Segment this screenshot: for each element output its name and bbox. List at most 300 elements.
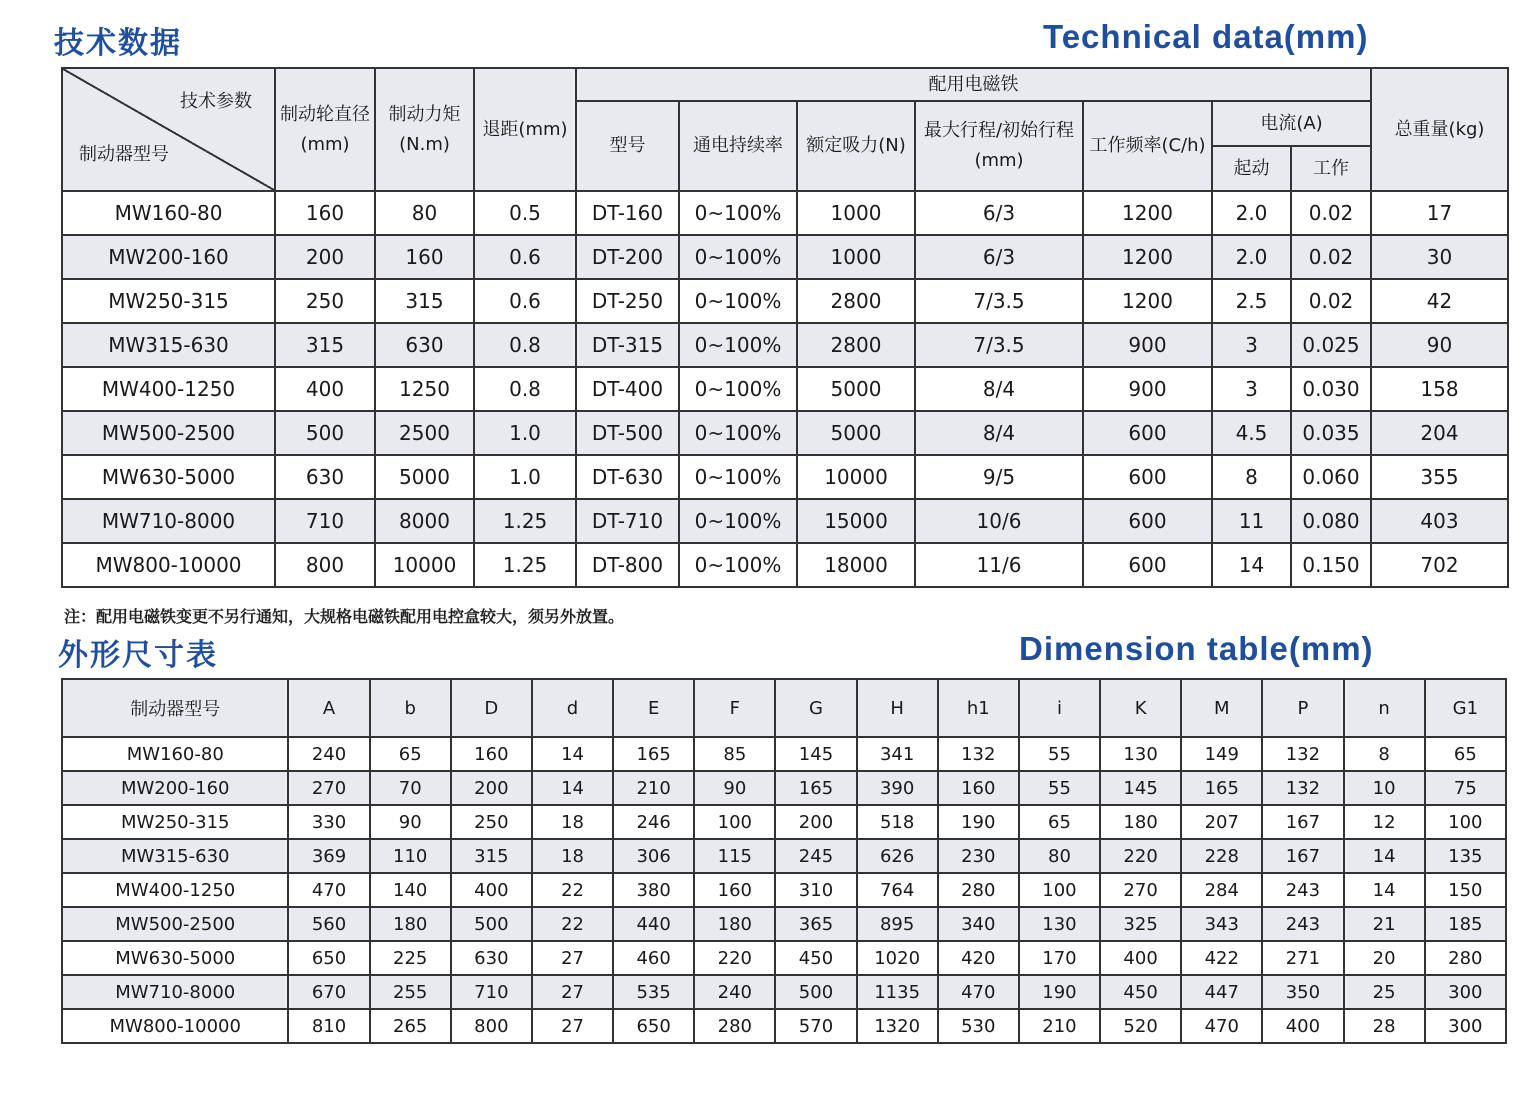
table-cell: 0.02 [1291,191,1371,235]
table-cell: 243 [1262,873,1343,907]
table-cell: 0.5 [474,191,576,235]
table-cell: 4.5 [1212,411,1291,455]
tech-title-en: Technical data(mm) [1043,18,1369,55]
table-cell: 350 [1262,975,1343,1009]
table-cell: 710 [451,975,532,1009]
table-row [62,455,1508,499]
table-row [62,367,1508,411]
table-cell: 225 [370,941,451,975]
table-cell: 900 [1083,367,1212,411]
table-cell: 180 [370,907,451,941]
table-cell: 315 [375,279,474,323]
table-cell: 325 [1100,907,1181,941]
dim-title-cn: 外形尺寸表 [58,638,218,673]
table-cell: 284 [1181,873,1262,907]
table-cell: 500 [775,975,856,1009]
table-cell: 400 [1100,941,1181,975]
table-cell: 115 [694,839,775,873]
table-cell: 10000 [375,543,474,587]
table-cell: 42 [1371,279,1508,323]
header-current-work: 工作 [1291,146,1371,191]
table-cell: 420 [938,941,1019,975]
table-cell: 14 [532,737,613,771]
header-magnet-group: 配用电磁铁 [576,68,1371,101]
table-row [62,543,1508,587]
table-row [62,941,1506,975]
table-cell: 530 [938,1009,1019,1043]
table-cell: 207 [1181,805,1262,839]
table-cell: 2800 [797,323,915,367]
table-cell: 11 [1212,499,1291,543]
table-cell: 160 [938,771,1019,805]
table-cell: 246 [613,805,694,839]
table-cell: 220 [694,941,775,975]
table-cell: 422 [1181,941,1262,975]
table-cell: MW400-1250 [62,367,275,411]
table-cell: 7/3.5 [915,323,1083,367]
column-header: F [694,679,775,737]
table-cell: MW630-5000 [62,455,275,499]
table-cell: MW500-2500 [62,411,275,455]
table-cell: MW160-80 [62,191,275,235]
table-cell: 245 [775,839,856,873]
table-cell: 165 [1181,771,1262,805]
table-cell: 400 [1262,1009,1343,1043]
table-cell: 150 [1425,873,1506,907]
table-cell: MW160-80 [62,737,288,771]
column-header: n [1344,679,1425,737]
tech-title-cn: 技术数据 [54,26,182,61]
table-cell: 315 [451,839,532,873]
table-cell: 11/6 [915,543,1083,587]
table-cell: 0~100% [679,235,797,279]
table-cell: 228 [1181,839,1262,873]
table-cell: 22 [532,873,613,907]
table-cell: 365 [775,907,856,941]
table-cell: 65 [1425,737,1506,771]
table-cell: 600 [1083,411,1212,455]
table-cell: 75 [1425,771,1506,805]
diagonal-header-cell [62,68,275,191]
table-cell: MW250-315 [62,805,288,839]
table-cell: 0.030 [1291,367,1371,411]
table-cell: 390 [857,771,938,805]
table-cell: 6/3 [915,235,1083,279]
table-cell: 190 [1019,975,1100,1009]
table-cell: DT-200 [576,235,679,279]
table-cell: 800 [275,543,375,587]
table-cell: MW800-10000 [62,1009,288,1043]
table-cell: 160 [694,873,775,907]
table-cell: 355 [1371,455,1508,499]
table-cell: 600 [1083,499,1212,543]
table-cell: DT-630 [576,455,679,499]
table-row [62,499,1508,543]
table-row [62,323,1508,367]
table-cell: 180 [694,907,775,941]
table-cell: 300 [1425,975,1506,1009]
column-header: G [775,679,856,737]
header-wheel-diameter: 制动轮直径(mm) [275,68,375,191]
table-cell: 25 [1344,975,1425,1009]
table-cell: 210 [613,771,694,805]
table-cell: 403 [1371,499,1508,543]
table-cell: 55 [1019,737,1100,771]
table-cell: 800 [451,1009,532,1043]
table-cell: 369 [288,839,369,873]
table-cell: 200 [451,771,532,805]
table-cell: MW630-5000 [62,941,288,975]
table-cell: 90 [1371,323,1508,367]
table-cell: 250 [275,279,375,323]
table-cell: MW710-8000 [62,975,288,1009]
table-cell: 341 [857,737,938,771]
table-cell: 12 [1344,805,1425,839]
table-row [62,1009,1506,1043]
table-cell: 343 [1181,907,1262,941]
table-cell: 149 [1181,737,1262,771]
column-header: 制动器型号 [62,679,288,737]
table-cell: 210 [1019,1009,1100,1043]
table-cell: 28 [1344,1009,1425,1043]
table-cell: 570 [775,1009,856,1043]
table-cell: 65 [370,737,451,771]
table-cell: 0~100% [679,323,797,367]
table-cell: 8/4 [915,411,1083,455]
table-cell: 90 [370,805,451,839]
table-cell: 450 [1100,975,1181,1009]
table-cell: 21 [1344,907,1425,941]
header-current-start: 起动 [1212,146,1291,191]
table-cell: 600 [1083,455,1212,499]
table-cell: MW800-10000 [62,543,275,587]
table-cell: 0.8 [474,323,576,367]
table-cell: 895 [857,907,938,941]
table-cell: 135 [1425,839,1506,873]
table-cell: 518 [857,805,938,839]
table-cell: 8 [1212,455,1291,499]
table-cell: 380 [613,873,694,907]
table-cell: 450 [775,941,856,975]
table-cell: 132 [938,737,1019,771]
table-cell: 440 [613,907,694,941]
table-cell: 250 [451,805,532,839]
table-cell: 200 [775,805,856,839]
table-cell: 5000 [797,411,915,455]
table-cell: 500 [451,907,532,941]
table-cell: 165 [775,771,856,805]
table-cell: 0.8 [474,367,576,411]
table-cell: 165 [613,737,694,771]
table-cell: 2.0 [1212,191,1291,235]
table-cell: 167 [1262,839,1343,873]
table-cell: 80 [1019,839,1100,873]
table-cell: 447 [1181,975,1262,1009]
column-header: h1 [938,679,1019,737]
table-cell: 10/6 [915,499,1083,543]
table-cell: 650 [613,1009,694,1043]
table-cell: 1250 [375,367,474,411]
table-cell: 0~100% [679,191,797,235]
table-cell: 14 [532,771,613,805]
table-row [62,907,1506,941]
table-row [62,975,1506,1009]
table-cell: DT-250 [576,279,679,323]
table-cell: 1200 [1083,279,1212,323]
table-cell: 1320 [857,1009,938,1043]
table-cell: 158 [1371,367,1508,411]
table-cell: 130 [1100,737,1181,771]
table-cell: MW400-1250 [62,873,288,907]
table-cell: 145 [1100,771,1181,805]
table-cell: 2.5 [1212,279,1291,323]
table-cell: 1.25 [474,499,576,543]
table-cell: MW710-8000 [62,499,275,543]
table-row [62,235,1508,279]
table-cell: 650 [288,941,369,975]
table-cell: 400 [275,367,375,411]
table-cell: 630 [375,323,474,367]
table-cell: DT-500 [576,411,679,455]
table-cell: 9/5 [915,455,1083,499]
footnote: 注：配用电磁铁变更不另行通知，大规格电磁铁配用电控盒较大，须另外放置。 [64,607,625,626]
table-cell: 340 [938,907,1019,941]
column-header: M [1181,679,1262,737]
table-cell: 140 [370,873,451,907]
table-cell: 10000 [797,455,915,499]
table-cell: 630 [451,941,532,975]
table-cell: 132 [1262,737,1343,771]
table-cell: 27 [532,1009,613,1043]
table-cell: 280 [1425,941,1506,975]
table-cell: 160 [275,191,375,235]
table-cell: 0.02 [1291,235,1371,279]
table-cell: MW315-630 [62,839,288,873]
table-cell: 65 [1019,805,1100,839]
column-header: d [532,679,613,737]
dim-title-en: Dimension table(mm) [1019,630,1374,667]
table-cell: 1000 [797,235,915,279]
column-header: H [857,679,938,737]
table-cell: 1020 [857,941,938,975]
table-cell: 130 [1019,907,1100,941]
table-cell: 70 [370,771,451,805]
table-cell: MW200-160 [62,235,275,279]
table-cell: 300 [1425,1009,1506,1043]
table-cell: 220 [1100,839,1181,873]
header-rated-force: 额定吸力(N) [797,101,915,191]
table-cell: 230 [938,839,1019,873]
table-row [62,411,1508,455]
column-header: b [370,679,451,737]
table-cell: 80 [375,191,474,235]
table-cell: 167 [1262,805,1343,839]
table-cell: 270 [1100,873,1181,907]
table-cell: 17 [1371,191,1508,235]
table-cell: 1135 [857,975,938,1009]
table-cell: 400 [451,873,532,907]
table-cell: 145 [775,737,856,771]
table-cell: 630 [275,455,375,499]
table-cell: 600 [1083,543,1212,587]
table-cell: DT-400 [576,367,679,411]
table-cell: 55 [1019,771,1100,805]
table-cell: DT-160 [576,191,679,235]
table-cell: 670 [288,975,369,1009]
technical-data-table [61,67,1509,588]
table-cell: 2800 [797,279,915,323]
table-cell: 306 [613,839,694,873]
table-row [62,737,1506,771]
table-cell: 85 [694,737,775,771]
table-cell: 132 [1262,771,1343,805]
header-retreat: 退距(mm) [474,68,576,191]
table-cell: 204 [1371,411,1508,455]
table-cell: 5000 [797,367,915,411]
diag-header-top: 技术参数 [180,91,252,112]
table-cell: 460 [613,941,694,975]
table-cell: 0~100% [679,543,797,587]
table-cell: 7/3.5 [915,279,1083,323]
table-cell: 520 [1100,1009,1181,1043]
table-cell: 0.060 [1291,455,1371,499]
table-cell: 710 [275,499,375,543]
column-header: i [1019,679,1100,737]
header-frequency: 工作频率(C/h) [1083,101,1212,191]
table-cell: 270 [288,771,369,805]
header-total-weight: 总重量(kg) [1371,68,1508,191]
table-row [62,279,1508,323]
table-cell: 1.0 [474,411,576,455]
table-cell: 702 [1371,543,1508,587]
table-cell: 265 [370,1009,451,1043]
table-cell: DT-710 [576,499,679,543]
table-cell: 30 [1371,235,1508,279]
table-cell: 14 [1344,873,1425,907]
column-header: A [288,679,369,737]
table-cell: 160 [375,235,474,279]
header-current-group: 电流(A) [1212,101,1371,146]
table-cell: 170 [1019,941,1100,975]
table-cell: 100 [1425,805,1506,839]
table-cell: 310 [775,873,856,907]
diag-header-bottom: 制动器型号 [79,144,169,165]
table-cell: 0~100% [679,367,797,411]
header-duty-cycle: 通电持续率 [679,101,797,191]
table-cell: 5000 [375,455,474,499]
table-cell: 470 [938,975,1019,1009]
table-cell: 280 [938,873,1019,907]
table-cell: 271 [1262,941,1343,975]
table-cell: 200 [275,235,375,279]
table-cell: 0.080 [1291,499,1371,543]
table-cell: 1.0 [474,455,576,499]
table-cell: 1200 [1083,191,1212,235]
table-cell: 180 [1100,805,1181,839]
table-cell: 20 [1344,941,1425,975]
table-cell: 27 [532,975,613,1009]
column-header: D [451,679,532,737]
table-cell: 764 [857,873,938,907]
table-cell: 0.02 [1291,279,1371,323]
table-cell: 8000 [375,499,474,543]
table-cell: 0.150 [1291,543,1371,587]
table-cell: 190 [938,805,1019,839]
table-cell: MW500-2500 [62,907,288,941]
table-cell: 626 [857,839,938,873]
table-cell: 470 [1181,1009,1262,1043]
table-cell: 0.6 [474,279,576,323]
table-cell: DT-315 [576,323,679,367]
table-cell: 0~100% [679,411,797,455]
table-cell: 10 [1344,771,1425,805]
table-cell: 110 [370,839,451,873]
table-cell: 0~100% [679,499,797,543]
table-cell: 1.25 [474,543,576,587]
table-cell: 0~100% [679,455,797,499]
table-row [62,805,1506,839]
table-cell: MW200-160 [62,771,288,805]
header-stroke: 最大行程/初始行程(mm) [915,101,1083,191]
table-row [62,771,1506,805]
table-cell: 255 [370,975,451,1009]
dimension-table [61,678,1507,1044]
column-header: K [1100,679,1181,737]
table-cell: 0.6 [474,235,576,279]
table-cell: 160 [451,737,532,771]
table-cell: 100 [1019,873,1100,907]
table-cell: 2500 [375,411,474,455]
table-cell: MW250-315 [62,279,275,323]
table-cell: 6/3 [915,191,1083,235]
table-cell: 3 [1212,367,1291,411]
table-cell: 1000 [797,191,915,235]
table-cell: 560 [288,907,369,941]
table-cell: 90 [694,771,775,805]
table-row [62,873,1506,907]
table-cell: 3 [1212,323,1291,367]
table-row [62,839,1506,873]
table-cell: 280 [694,1009,775,1043]
table-cell: 0.025 [1291,323,1371,367]
table-cell: 470 [288,873,369,907]
table-cell: 14 [1344,839,1425,873]
table-cell: 2.0 [1212,235,1291,279]
table-cell: 240 [694,975,775,1009]
table-cell: 0~100% [679,279,797,323]
table-cell: 100 [694,805,775,839]
table-cell: 900 [1083,323,1212,367]
table-cell: 315 [275,323,375,367]
table-cell: 810 [288,1009,369,1043]
table-cell: 27 [532,941,613,975]
header-magnet-model: 型号 [576,101,679,191]
table-cell: 15000 [797,499,915,543]
column-header: G1 [1425,679,1506,737]
table-cell: 330 [288,805,369,839]
table-cell: 185 [1425,907,1506,941]
table-cell: DT-800 [576,543,679,587]
column-header: P [1262,679,1343,737]
table-cell: 500 [275,411,375,455]
table-cell: 8/4 [915,367,1083,411]
table-cell: 0.035 [1291,411,1371,455]
table-cell: 18000 [797,543,915,587]
table-cell: 14 [1212,543,1291,587]
table-cell: 18 [532,805,613,839]
table-row [62,191,1508,235]
header-torque: 制动力矩(N.m) [375,68,474,191]
